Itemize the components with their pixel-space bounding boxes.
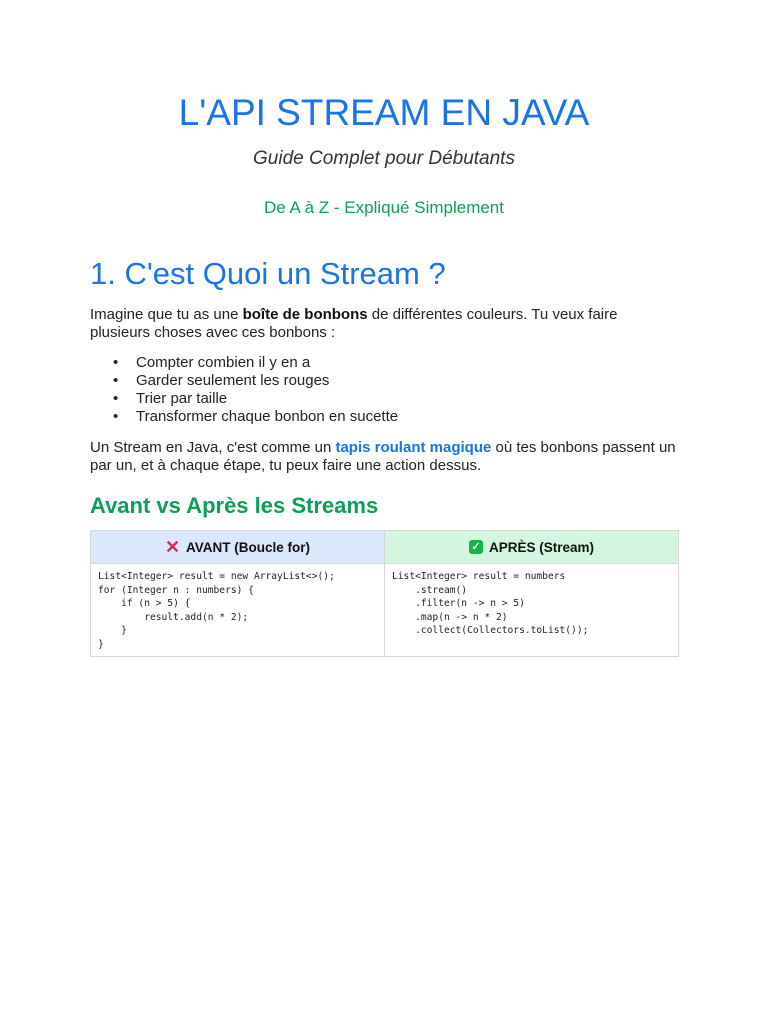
explain-text-end: où tes bonbons passent un par un, et à chaque étape, tu peux faire une action dessus. [90,439,676,474]
explain-text-start: Un Stream en Java, c'est comme un [90,439,336,456]
explain-paragraph [90,439,680,475]
document-title: L'API STREAM EN JAVA [178,92,590,133]
intro-paragraph [90,306,680,342]
before-column [91,531,385,656]
document-subtitle: Guide Complet pour Débutants [253,148,515,169]
intro-text-end: de différentes couleurs. Tu veux faire plusieurs choses avec ces bonbons : [90,306,618,341]
list-item: • Compter combien il y en a [90,354,680,372]
before-code-block: List<Integer> result = new ArrayList<>(); for (Integer n : numbers) { if (n > 5) { result.add(n * 2); } } [98,571,335,650]
bullet-list [90,354,680,426]
list-item: • Garder seulement les rouges [90,372,680,390]
intro-bold-text: boîte de bonbons [242,306,368,323]
section-heading: 1. C'est Quoi un Stream ? [90,256,446,291]
after-column [385,531,678,656]
explain-highlight-text: tapis roulant magique [335,439,492,456]
before-label: AVANT (Boucle for) [186,539,311,555]
after-label: APRÈS (Stream) [488,539,595,555]
list-item: • Transformer chaque bonbon en sucette [90,408,680,426]
document-tagline: De A à Z - Expliqué Simplement [263,198,504,217]
cross-icon: ✕ [164,537,181,557]
before-header [91,531,384,564]
check-icon: ✓ [469,540,483,554]
after-header [385,531,678,564]
list-item: • Trier par taille [90,390,680,408]
comparison-table [90,530,679,657]
intro-text-start: Imagine que tu as une [90,306,243,323]
after-code-block: List<Integer> result = numbers .stream() .filter(n -> n > 5) .map(n -> n * 2) .collect(Collectors.toList()); [392,571,589,637]
comparison-heading: Avant vs Après les Streams [90,493,379,518]
